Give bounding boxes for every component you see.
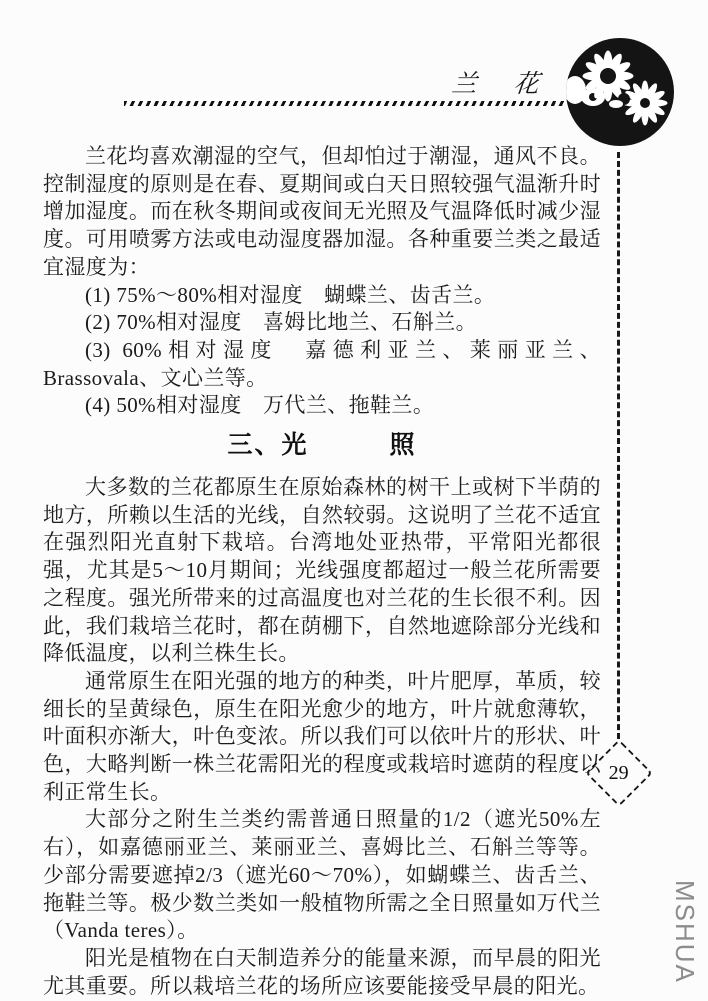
header-rope-divider xyxy=(124,101,566,106)
page-text-block xyxy=(43,143,601,1000)
paragraph-humidity-intro: 兰花均喜欢潮湿的空气，但却怕过于潮湿，通风不良。控制湿度的原则是在春、夏期间或白天日照较强气温渐升时增加湿度。而在秋冬期间或夜间无光照及气温降低时减少湿度。可用喷雾方法或电动湿度器加湿。各种重要兰类之最适宜湿度为： xyxy=(43,144,601,279)
section-heading-light: 三、光 照 xyxy=(227,432,417,460)
vertical-dash-rule xyxy=(617,152,620,748)
paragraph-light-shading: 大部分之附生兰类约需普通日照量的1/2（遮光50%左右），如嘉德丽亚兰、莱丽亚兰、喜姆比兰、石斛兰等等。少部分需要遮掉2/3（遮光60～70%），如蝴蝶兰、齿舌兰、拖鞋兰等。极少数兰类如一般植物所需之全日照量如万代兰（Vanda teres）。 xyxy=(43,807,601,943)
daisy-medallion-image xyxy=(564,36,676,148)
paragraph-light-leaves: 通常原生在阳光强的地方的种类，叶片肥厚，革质，较细长的呈黄绿色，原生在阳光愈少的地方，叶片就愈薄软，叶面积亦渐大，叶色变浓。所以我们可以依叶片的形状、叶色，大略判断一株兰花需阳光的程度或栽培时遮荫的程度以利正常生长。 xyxy=(43,668,601,804)
humidity-list-item-1: (1) 75%～80%相对湿度 蝴蝶兰、齿舌兰。 xyxy=(85,282,496,307)
paragraph-light-origin: 大多数的兰花都原生在原始森林的树干上或树下半荫的地方，所赖以生活的光线，自然较弱。这说明了兰花不适宜在强烈阳光直射下栽培。台湾地处亚热带，平常阳光都很强，尤其是5～10月期间；光线强度都超过一般兰花所需要之程度。强光所带来的过高温度也对兰花的生长很不利。因此，我们栽培兰花时，都在荫棚下，自然地遮除部分光线和降低温度，以利兰株生长。 xyxy=(43,475,601,666)
humidity-list-item-3: (3) 60%相对湿度 嘉德利亚兰、莱丽亚兰、Brassovala、文心兰等。 xyxy=(43,337,601,390)
humidity-list-item-2: (2) 70%相对湿度 喜姆比地兰、石斛兰。 xyxy=(85,310,478,335)
running-head-title: 兰 花 xyxy=(450,71,547,98)
humidity-list-item-4: (4) 50%相对湿度 万代兰、拖鞋兰。 xyxy=(85,393,435,418)
watermark-text: MSHUA xyxy=(670,880,700,984)
paragraph-light-morning: 阳光是植物在白天制造养分的能量来源，而早晨的阳光尤其重要。所以栽培兰花的场所应该要能接受早晨的阳光。 xyxy=(43,945,601,998)
page-number: 29 xyxy=(609,761,629,784)
